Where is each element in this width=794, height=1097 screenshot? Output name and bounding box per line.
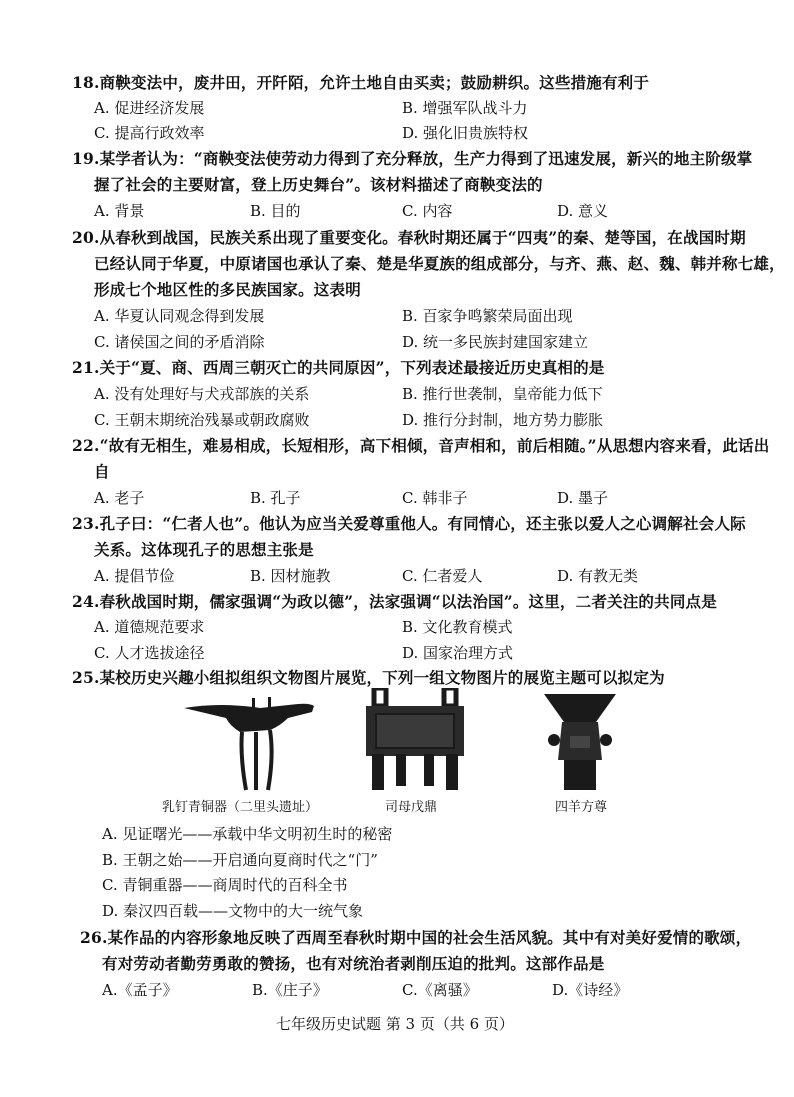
question-25-option-b: B. 王朝之始——开启通向夏商时代之“门” (102, 851, 378, 869)
question-21-option-b: B. 推行世袭制，皇帝能力低下 (402, 385, 603, 403)
bronze-jue-image (180, 694, 330, 794)
question-22-option-c: C. 韩非子 (402, 489, 468, 507)
question-20-stem-line3: 形成七个地区性的多民族国家。这表明 (94, 280, 361, 299)
question-22-option-b: B. 孔子 (250, 489, 301, 507)
question-19-option-c: C. 内容 (402, 202, 453, 220)
caption-bronze-jue: 乳钉青铜器（二里头遗址） (162, 800, 319, 815)
question-24-option-b: B. 文化教育模式 (402, 618, 513, 636)
question-19-option-b: B. 目的 (250, 202, 301, 220)
question-26-stem-line1: 26.某作品的内容形象地反映了西周至春秋时期中国的社会生活风貌。其中有对美好爱情的歌颂， (80, 928, 752, 947)
question-24-option-d: D. 国家治理方式 (402, 644, 514, 662)
question-20-option-d: D. 统一多民族封建国家建立 (402, 333, 589, 351)
question-24-stem: 24.春秋战国时期，儒家强调“为政以德”，法家强调“以法治国”。这里，二者关注的共同点是 (72, 592, 717, 611)
question-23-option-d: D. 有教无类 (557, 567, 639, 585)
question-20-stem-line1: 20.从春秋到战国，民族关系出现了重要变化。春秋时期还属于“四夷”的秦、楚等国，在战国时期 (72, 228, 746, 247)
question-19-stem-line1: 19.某学者认为：“商鞅变法使劳动力得到了充分释放，生产力得到了迅速发展，新兴的地主阶级掌 (72, 149, 753, 168)
question-21-stem: 21.关于“夏、商、西周三朝灭亡的共同原因”，下列表述最接近历史真相的是 (72, 358, 605, 377)
question-22-stem-line2: 自 (94, 462, 110, 481)
question-22-option-d: D. 墨子 (557, 489, 609, 507)
question-18-option-a: A. 促进经济发展 (94, 99, 205, 117)
question-22-stem-line1: 22.“故有无相生，难易相成，长短相形，高下相倾，音声相和，前后相随。”从思想内容来看，此话出 (72, 436, 770, 455)
question-23-option-a: A. 提倡节俭 (94, 567, 175, 585)
question-19-option-a: A. 背景 (94, 202, 145, 220)
question-21-option-c: C. 王朝末期统治残暴或朝政腐败 (94, 411, 310, 429)
question-23-option-c: C. 仁者爱人 (402, 567, 483, 585)
question-26-option-a: A.《孟子》 (102, 981, 178, 999)
question-20-option-a: A. 华夏认同观念得到发展 (94, 307, 265, 325)
question-25-option-d: D. 秦汉四百载——文物中的大一统气象 (102, 902, 364, 920)
question-25-stem: 25.某校历史兴趣小组拟组织文物图片展览，下列一组文物图片的展览主题可以拟定为 (72, 668, 665, 687)
question-25-option-a: A. 见证曙光——承载中华文明初生时的秘密 (102, 825, 393, 843)
siyang-fangzun-image (540, 692, 620, 792)
question-23-stem-line2: 关系。这体现孔子的思想主张是 (94, 540, 314, 559)
question-23-stem-line1: 23.孔子曰：“仁者人也”。他认为应当关爱尊重他人。有同情心，还主张以爱人之心调解社会人际 (72, 514, 746, 533)
question-21-option-d: D. 推行分封制，地方势力膨胀 (402, 411, 604, 429)
question-19-stem-line2: 握了社会的主要财富，登上历史舞台”。该材料描述了商鞅变法的 (94, 175, 543, 194)
question-18-option-b: B. 增强军队战斗力 (402, 99, 528, 117)
caption-siyang-fangzun: 四羊方尊 (555, 800, 608, 815)
question-21-option-a: A. 没有处理好与犬戎部族的关系 (94, 385, 310, 403)
question-19-option-d: D. 意义 (557, 202, 609, 220)
question-26-option-b: B.《庄子》 (252, 981, 328, 999)
question-26-option-d: D.《诗经》 (552, 981, 629, 999)
question-26-stem-line2: 有对劳动者勤劳勇敢的赞扬，也有对统治者剥削压迫的批判。这部作品是 (102, 954, 605, 973)
question-20-option-b: B. 百家争鸣繁荣局面出现 (402, 307, 573, 325)
question-20-option-c: C. 诸侯国之间的矛盾消除 (94, 333, 265, 351)
question-20-stem-line2: 已经认同于华夏，中原诸国也承认了秦、楚是华夏族的组成部分，与齐、燕、赵、魏、韩并称七雄， (94, 254, 785, 273)
simuwu-ding-image (360, 688, 470, 792)
question-26-option-c: C.《离骚》 (402, 981, 478, 999)
question-18-option-d: D. 强化旧贵族特权 (402, 124, 529, 142)
question-22-option-a: A. 老子 (94, 489, 145, 507)
question-23-option-b: B. 因材施教 (250, 567, 331, 585)
caption-simuwu-ding: 司母戊鼎 (385, 800, 438, 815)
page-footer: 七年级历史试题 第 3 页（共 6 页） (276, 1015, 514, 1033)
question-25-option-c: C. 青铜重器——商周时代的百科全书 (102, 876, 348, 894)
question-18-stem: 18.商鞅变法中，废井田，开阡陌，允许土地自由买卖；鼓励耕织。这些措施有利于 (72, 73, 650, 92)
question-18-option-c: C. 提高行政效率 (94, 124, 205, 142)
question-24-option-c: C. 人才选拔途径 (94, 644, 205, 662)
question-24-option-a: A. 道德规范要求 (94, 618, 205, 636)
